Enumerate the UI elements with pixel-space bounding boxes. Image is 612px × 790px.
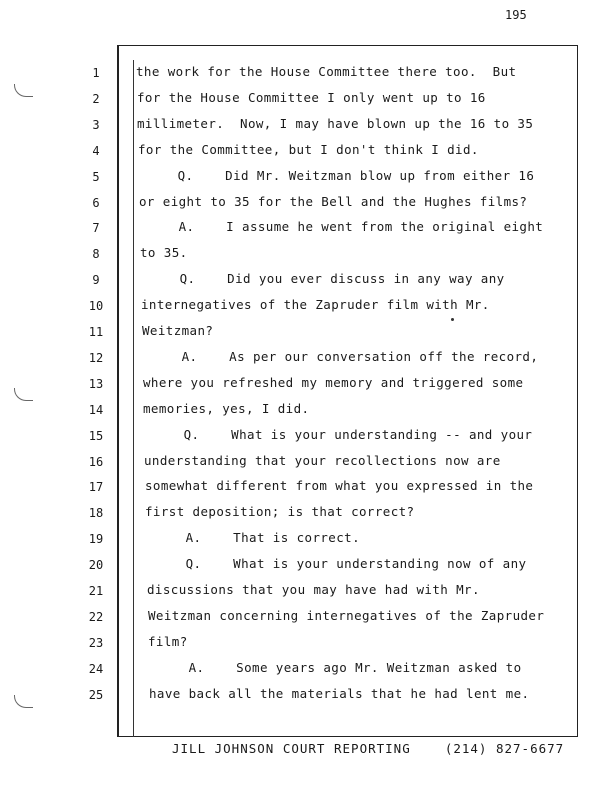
line-number: 1 [92,66,100,80]
transcript-line: A. Some years ago Mr. Weitzman asked to [149,660,522,675]
punch-hole-mark-top [14,84,33,97]
transcript-line: millimeter. Now, I may have blown up the 16 to 35 [137,116,534,131]
transcript-line: somewhat different from what you expressed in the [145,478,534,493]
line-number: 11 [88,325,104,339]
line-number: 5 [92,170,100,184]
line-number: 3 [92,118,100,132]
line-number: 23 [88,636,104,650]
punch-hole-mark-middle [14,388,33,401]
transcript-line: memories, yes, I did. [143,401,310,416]
line-number: 22 [88,610,104,624]
line-number: 12 [88,351,104,365]
transcript-line: the work for the House Committee there too. But [136,64,517,79]
transcript-line: A. I assume he went from the original eight [139,219,544,234]
left-margin-rule [117,45,119,737]
transcript-line: for the Committee, but I don't think I did. [138,142,479,157]
page-number: 195 [505,8,527,22]
line-number: 20 [88,558,104,572]
transcript-line: A. That is correct. [146,530,360,545]
line-number: 9 [92,273,100,287]
line-number: 21 [88,584,104,598]
line-number: 17 [88,480,104,494]
line-number: 4 [92,144,100,158]
line-number: 13 [88,377,104,391]
line-number: 2 [92,92,100,106]
footer-court-reporter: JILL JOHNSON COURT REPORTING (214) 827-6677 [172,741,565,756]
inner-margin-rule [133,60,134,737]
transcript-line: understanding that your recollections now are [144,453,501,468]
ink-speck [451,318,454,321]
line-number: 7 [92,221,100,235]
line-number: 8 [92,247,100,261]
line-number: 19 [88,532,104,546]
transcript-line: Q. What is your understanding -- and your [144,427,533,442]
transcript-line: have back all the materials that he had lent me. [149,686,530,701]
transcript-line: first deposition; is that correct? [145,504,415,519]
transcript-line: Q. Did you ever discuss in any way any [140,271,505,286]
transcript-line: to 35. [140,245,188,260]
transcript-line: Q. What is your understanding now of any [146,556,527,571]
line-number: 6 [92,196,100,210]
transcript-line: A. As per our conversation off the record, [142,349,539,364]
punch-hole-mark-bottom [14,695,33,708]
line-number: 10 [88,299,104,313]
transcript-line: Weitzman concerning internegatives of the Zapruder [148,608,545,623]
transcript-line: discussions that you may have had with Mr. [147,582,480,597]
transcript-line: internegatives of the Zapruder film with Mr. [141,297,490,312]
transcript-line: where you refreshed my memory and triggered some [143,375,524,390]
transcript-line: film? [148,634,188,649]
line-number: 16 [88,455,104,469]
line-number: 25 [88,688,104,702]
line-number: 18 [88,506,104,520]
transcript-line: Weitzman? [142,323,214,338]
transcript-line: or eight to 35 for the Bell and the Hughes films? [139,194,528,209]
line-number: 24 [88,662,104,676]
transcript-line: Q. Did Mr. Weitzman blow up from either 16 [138,168,535,183]
transcript-line: for the House Committee I only went up to 16 [137,90,486,105]
line-number: 14 [88,403,104,417]
line-number: 15 [88,429,104,443]
